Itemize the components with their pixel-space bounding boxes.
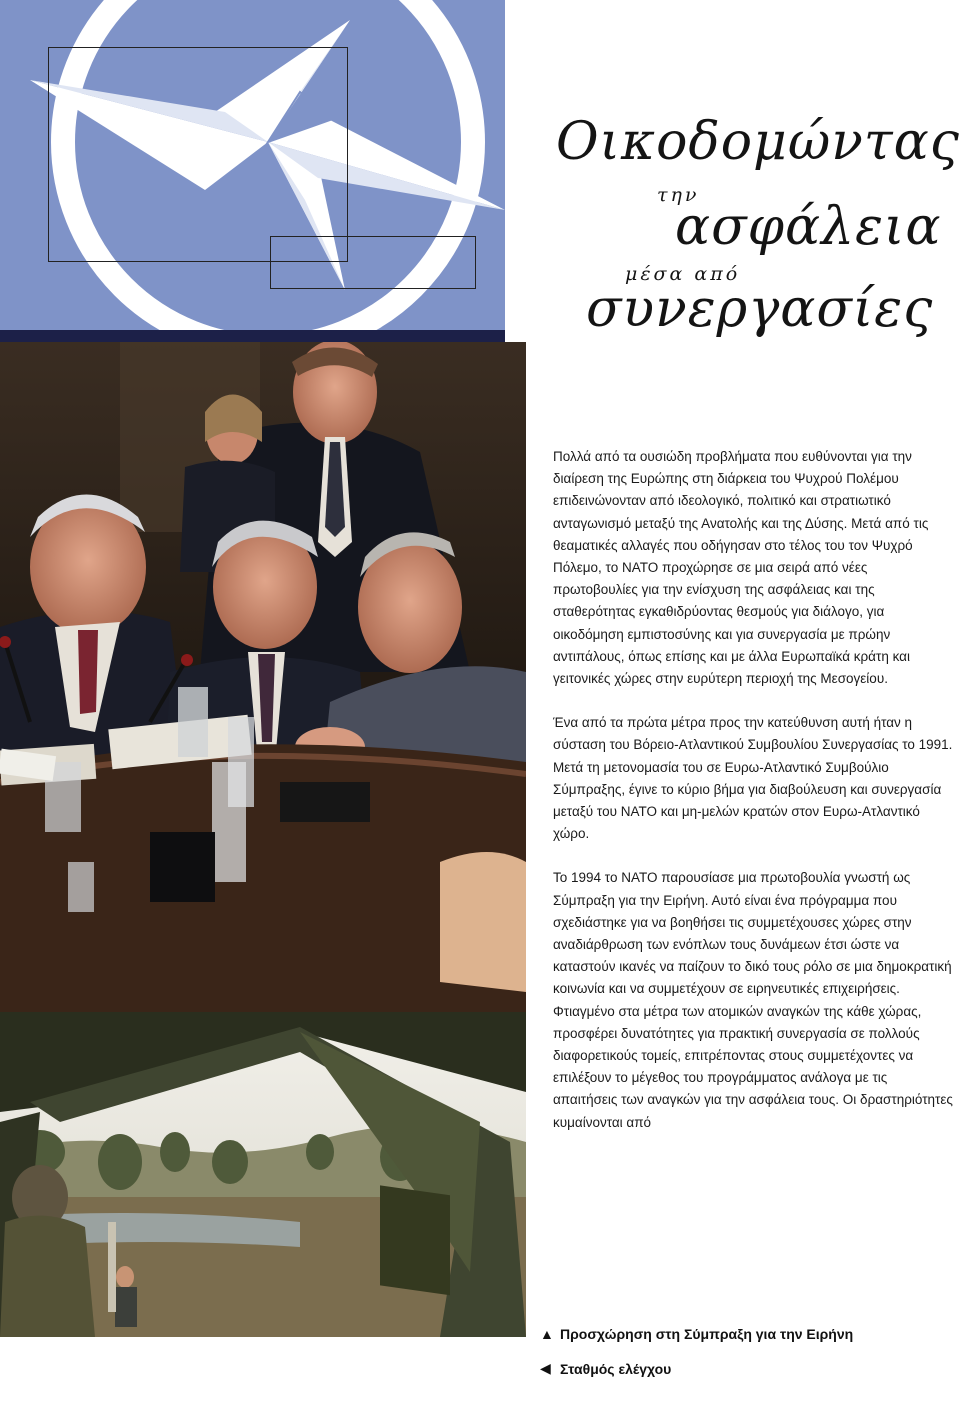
paragraph-1: Πολλά από τα ουσιώδη προβλήματα που ευθύνονται για την διαίρεση της Ευρώπης στη διάρκεια του Ψυχρού Πολέμου επιδεινώνονταν από ιδεολογικό, πολιτικό και στρατιωτικό ανταγωνισμό μεταξύ της Ανατολής και της Δύσης. Μετά από τις θεαματικές αλλαγές που οδήγησαν στο τέλος του τον Ψυχρό Πόλεμο, το ΝΑΤΟ προχώρησε σε μια σειρά από νέες πρωτοβουλίες για την ενίσχυση της ασφάλειας και της σταθερότητας εγκαθιδρύοντας θεσμούς για διάλογο, για οικοδόμηση εμπιστοσύνης και για συνεργασία με πρώην αντιπάλους, όπως επίσης και με άλλα Ευρωπαϊκά κράτη και γειτονικές χώρες στην ευρύτερη περιοχή της Μεσογείου. xyxy=(553,449,929,687)
left-arrow-icon: ◀ xyxy=(540,1360,551,1376)
paragraph-3: Το 1994 το ΝΑΤΟ παρουσίασε μια πρωτοβουλία γνωστή ως Σύμπραξη για την Ειρήνη. Αυτό είναι ένα πρόγραμμα που σχεδιάστηκε για να βοηθήσει τις συμμετέχουσες χώρες στην αναδιάρθρωση των ενόπλων τους δυνάμεων έτσι ώστε να καταστούν ικανές να παίζουν το δικό τους ρόλο σε μια δημοκρατική κοινωνία και να συμμετέχουν σε ειρηνευτικές επιχειρήσεις. Φτιαγμένο στα μέτρα των ατομικών αναγκών της κάθε χώρας, προσφέρει δυνατότητες για πρακτική συνεργασία σε πολλούς διαφορετικούς τομείς, επιτρέποντας στους συμμετέχοντες να επιλέξουν το μέγεθος του προγράμματος ανάλογα με τις απαιτήσεις των αναγκών για την ασφάλεια τους. Οι δραστηριότητες κυμαίνονται από xyxy=(553,870,953,1130)
caption-text: Προσχώρηση στη Σύμπραξη για την Ειρήνη xyxy=(560,1326,854,1342)
caption-checkpoint xyxy=(540,1360,671,1377)
divider-bar xyxy=(0,330,505,342)
title-line-1: Οικοδομώντας xyxy=(556,112,960,172)
up-arrow-icon: ▲ xyxy=(540,1326,554,1342)
article-body xyxy=(553,446,953,1156)
title-line-2: ασφάλεια xyxy=(675,197,942,257)
decorative-frame-1 xyxy=(48,47,348,262)
decorative-frame-2 xyxy=(270,236,476,289)
caption-partnership xyxy=(540,1326,853,1342)
paragraph-2: Ένα από τα πρώτα μέτρα προς την κατεύθυνση αυτή ήταν η σύσταση του Βόρειο-Ατλαντικού Συμβουλίου Συνεργασίας το 1991. Μετά τη μετονομασία του σε Ευρω-Ατλαντικό Συμβούλιο Σύμπραξης, έγινε το κύριο βήμα για διαβούλευση και συνεργασία μεταξύ του ΝΑΤΟ και μη-μελών κρατών στον Ευρω-Ατλαντικό χώρο. xyxy=(553,715,953,842)
title-connector: μέσα από xyxy=(625,263,741,285)
checkpoint-photo xyxy=(0,1012,526,1337)
caption-text: Σταθμός ελέγχου xyxy=(560,1360,672,1377)
title-line-3: συνεργασίες xyxy=(586,279,934,339)
title-article: την xyxy=(657,184,700,206)
meeting-photo xyxy=(0,342,526,1012)
